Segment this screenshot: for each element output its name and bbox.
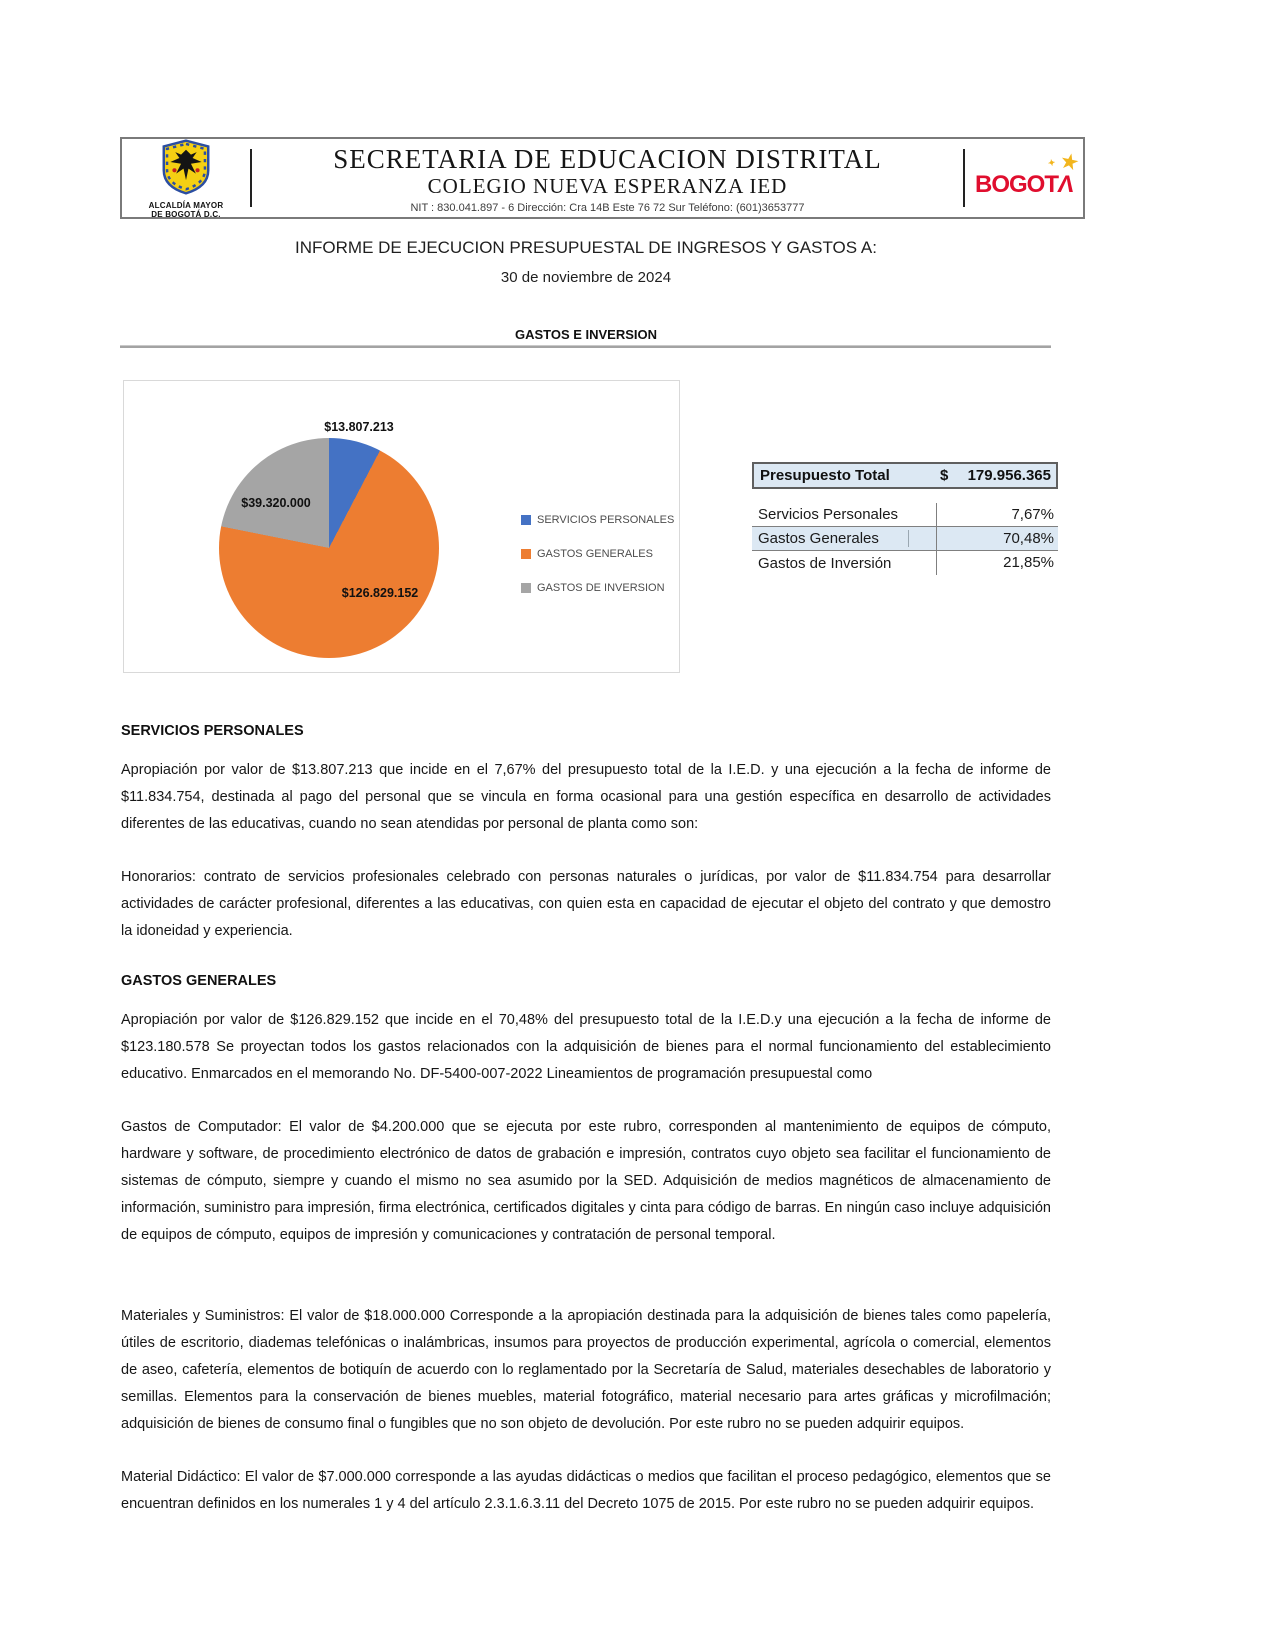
row-value: 7,67% [936,503,1058,526]
row-label: Servicios Personales [758,506,899,523]
pie-label-servicios: $13.807.213 [324,420,394,434]
crest-caption-line1: ALCALDÍA MAYOR [148,201,224,210]
summary-rows [752,503,1058,575]
legend-item [521,547,674,561]
bogota-logo-text: BOGOT [974,171,1058,198]
legend-label-inversion: GASTOS DE INVERSION [537,582,665,594]
bogota-logo-a: Λ [1056,171,1075,198]
summary-header-value [932,467,1056,484]
chart-legend [521,513,674,615]
paragraph: Material Didáctico: El valor de $7.000.000 corresponde a las ayudas didácticas o medios que facilitan el proceso pedagógico, elementos que se encuentran definidos en los numerales 1 y 4 del artículo 2.3.1.6.3.11 del Decreto 1075 de 2015. Por este rubro no se pueden adquirir equipos. [121,1469,1051,1512]
bogota-logo [974,150,1080,198]
report-title: INFORME DE EJECUCION PRESUPUESTAL DE INGRESOS Y GASTOS A: [295,238,877,257]
header-banner [120,137,1085,219]
legend-label-servicios: SERVICIOS PERSONALES [537,514,675,526]
section-heading-servicios: SERVICIOS PERSONALES [121,723,304,739]
paragraph: Apropiación por valor de $13.807.213 que incide en el 7,67% del presupuesto total de la I.E.D. y una ejecución a la fecha de informe de $11.834.754, destinada al pago del personal que se vincula en forma ocasional para una gestión específica en desarrollo de actividades diferentes de las educativas, cuando no sean atendidas por personal de planta como son: [121,762,1051,832]
paragraph: Honorarios: contrato de servicios profesionales celebrado con personas naturales o jurídicas, por valor de $11.834.754 para desarrollar actividades de carácter profesional, diferentes a las educativas, con quien esta en capacidad de ejecutar el objeto del contrato y que demostro la idoneidad y experiencia. [121,869,1051,939]
pie-chart [219,438,439,658]
organization-name: SECRETARIA DE EDUCACION DISTRITAL [333,144,882,174]
paragraph: Apropiación por valor de $126.829.152 que incide en el 70,48% del presupuesto total de la I.E.D.y una ejecución a la fecha de informe de $123.180.578 Se proyectan todos los gastos relacionados con la adquisición de bienes para el normal funcionamiento del establecimiento educativo. Enmarcados en el memorando No. DF-5400-007-2022 Lineamientos de programación presupuestal como [121,1012,1051,1082]
currency-symbol: $ [940,467,949,484]
table-row [752,551,1058,575]
table-row [752,503,1058,527]
legend-item [521,513,674,527]
pie-label-generales: $126.829.152 [341,586,419,600]
bogota-logo-block [965,139,1083,217]
crest-caption-line2: DE BOGOTÁ D.C. [151,210,221,219]
sparkle-icon: ✦ [1047,157,1056,169]
section-rule [120,345,1051,348]
row-value: 70,48% [936,527,1058,550]
row-label: Gastos de Inversión [758,554,892,572]
school-name: COLEGIO NUEVA ESPERANZA IED [427,174,788,198]
summary-header-row [752,462,1058,489]
summary-header-label: Presupuesto Total [760,467,890,484]
section-banner: GASTOS E INVERSION [514,327,658,342]
total-amount: 179.956.365 [967,467,1051,484]
nit-address-line: NIT : 830.041.897 - 6 Dirección: Cra 14B Este 76 72 Sur Teléfono: (601)3653777 [410,202,805,214]
header-text-block [252,142,963,214]
star-icon: ★ [1058,150,1080,175]
crest-caption [149,201,224,219]
report-body [121,673,1051,1518]
table-row [752,527,1058,551]
bogota-coat-of-arms-icon [161,139,211,200]
legend-label-generales: GASTOS GENERALES [537,548,653,560]
legend-item [521,581,674,595]
city-crest-block [122,137,250,219]
chart-and-table-row [121,380,1058,673]
pie-label-inversion: $39.320.000 [241,496,311,510]
section-heading-gastos: GASTOS GENERALES [121,973,277,989]
budget-summary-table [752,462,1058,575]
paragraph: Gastos de Computador: El valor de $4.200.000 que se ejecuta por este rubro, corresponden al mantenimiento de equipos de cómputo, hardware y software, de procedimiento electrónico de datos de grabación e impresión, contratos cuyo objeto sea facilitar el funcionamiento de sistemas de cómputo, siempre y cuando el mismo no sea asumido por la SED. Adquisición de medios magnéticos de almacenamiento de información, suministro para impresión, firma electrónica, certificados digitales y cinta para código de barras. En ningún caso incluye adquisición de equipos de cómputo, equipos de impresión y comunicaciones y contratación de personal temporal. [121,1119,1051,1243]
legend-swatch-generales-icon [521,549,531,559]
row-label: Gastos Generales [752,530,909,547]
paragraph: Materiales y Suministros: El valor de $18.000.000 Corresponde a la apropiación destinada para la adquisición de bienes tales como papelería, útiles de escritorio, diademas telefónicas o inalámbricas, insumos para proyectos de producción experimental, agrícola o comercial, elementos de aseo, cafetería, elementos de botiquín de acuerdo con lo reglamentado por la Secretaría de Salud, materiales desechables de laboratorio y semillas. Elementos para la conservación de bienes muebles, material fotográfico, material necesario para artes gráficas y microfilmación; adquisición de bienes de consumo final o fungibles que no son objeto de devolución. Por este rubro no se pueden adquirir equipos. [121,1308,1051,1432]
legend-swatch-inversion-icon [521,583,531,593]
pie-chart-box [123,380,680,673]
row-value: 21,85% [936,551,1058,575]
legend-swatch-servicios-icon [521,515,531,525]
report-date: 30 de noviembre de 2024 [500,269,672,286]
